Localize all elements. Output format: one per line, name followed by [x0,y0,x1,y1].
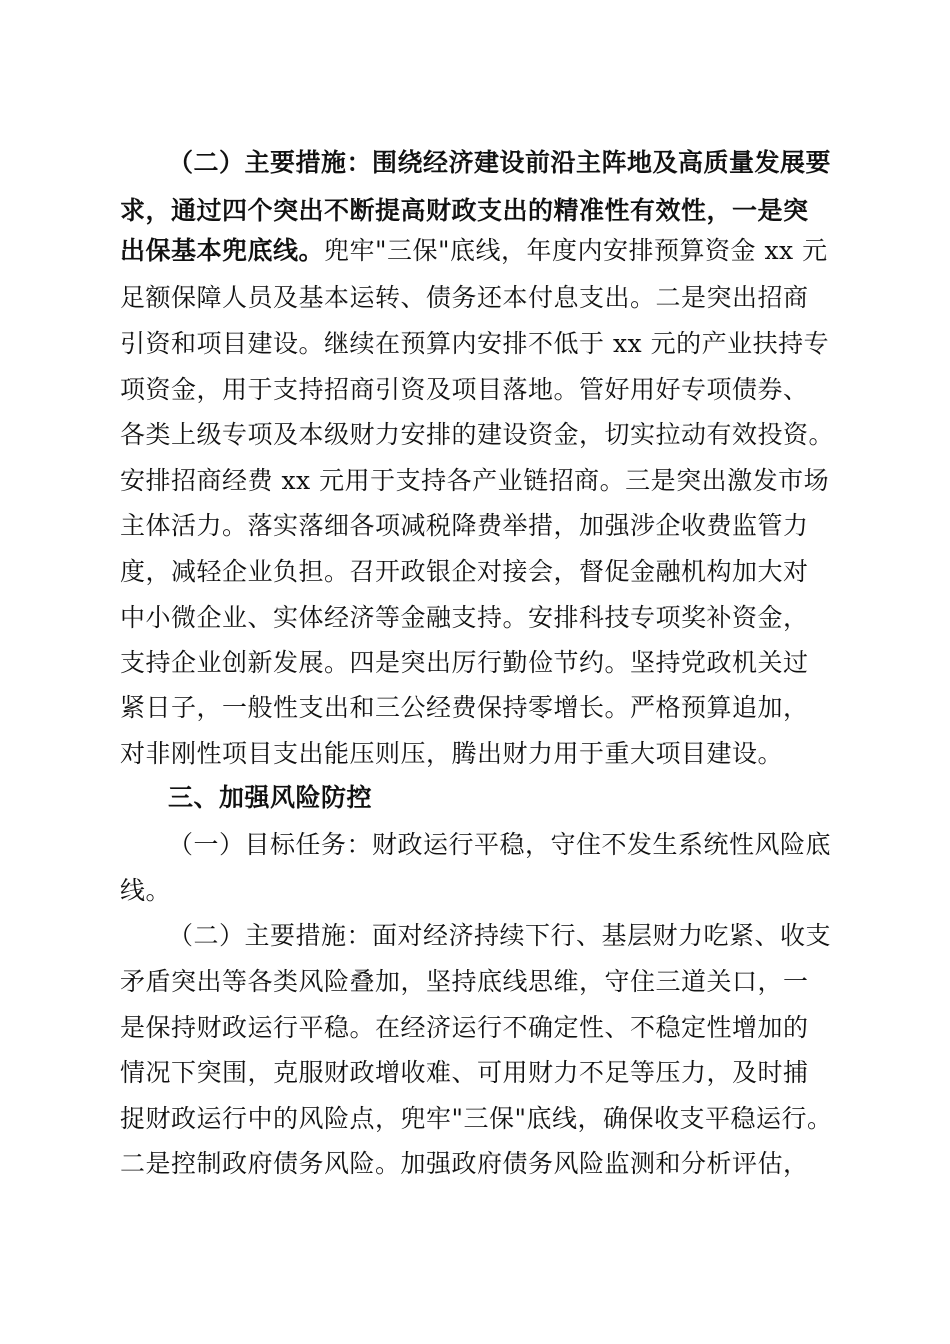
section-heading: 三、加强风险防控 [168,783,373,812]
paragraph-line [120,229,828,273]
paragraph-line: 引资和项目建设。继续在预算内安排不低于 xx 元的产业扶持专 [120,329,830,358]
paragraph-line: 求，通过四个突出不断提高财政支出的精准性有效性，一是突 [120,196,809,225]
paragraph-line: 二是控制政府债务风险。加强政府债务风险监测和分析评估， [120,1149,809,1178]
paragraph-line: 主体活力。落实落细各项减税降费举措，加强涉企收费监管力 [120,511,809,540]
paragraph-line: 是保持财政运行平稳。在经济运行不确定性、不稳定性增加的 [120,1013,809,1042]
paragraph-line-text: 兜牢"三保"底线，年度内安排预算资金 xx 元 [324,236,828,265]
paragraph-line: 支持企业创新发展。四是突出厉行勤俭节约。坚持党政机关过 [120,648,809,677]
paragraph-line: 各类上级专项及本级财力安排的建设资金，切实拉动有效投资。 [120,420,835,449]
paragraph-line: 项资金，用于支持招商引资及项目落地。管好用好专项债券、 [120,375,809,404]
paragraph-line: 捉财政运行中的风险点，兜牢"三保"底线，确保收支平稳运行。 [120,1104,833,1133]
paragraph-line: 足额保障人员及基本运转、债务还本付息支出。二是突出招商 [120,283,809,312]
paragraph-line: 中小微企业、实体经济等金融支持。安排科技专项奖补资金， [120,603,809,632]
paragraph-line: （一）目标任务：财政运行平稳，守住不发生系统性风险底 [168,830,832,859]
paragraph-line: 安排招商经费 xx 元用于支持各产业链招商。三是突出激发市场 [120,466,830,495]
paragraph-line: 度，减轻企业负担。召开政银企对接会，督促金融机构加大对 [120,557,809,586]
paragraph-line: 线。 [120,876,172,905]
paragraph-line: 对非刚性项目支出能压则压，腾出财力用于重大项目建设。 [120,739,784,768]
highlight-run: 出保基本兜底线。 [120,236,325,265]
paragraph-line: （二）主要措施：面对经济持续下行、基层财力吃紧、收支 [168,921,832,950]
paragraph-line: 矛盾突出等各类风险叠加，坚持底线思维，守住三道关口，一 [120,967,809,996]
paragraph-line: （二）主要措施：围绕经济建设前沿主阵地及高质量发展要 [168,148,832,177]
paragraph-line: 情况下突围，克服财政增收难、可用财力不足等压力，及时捕 [120,1058,809,1087]
paragraph-line: 紧日子，一般性支出和三公经费保持零增长。严格预算追加， [120,693,809,722]
